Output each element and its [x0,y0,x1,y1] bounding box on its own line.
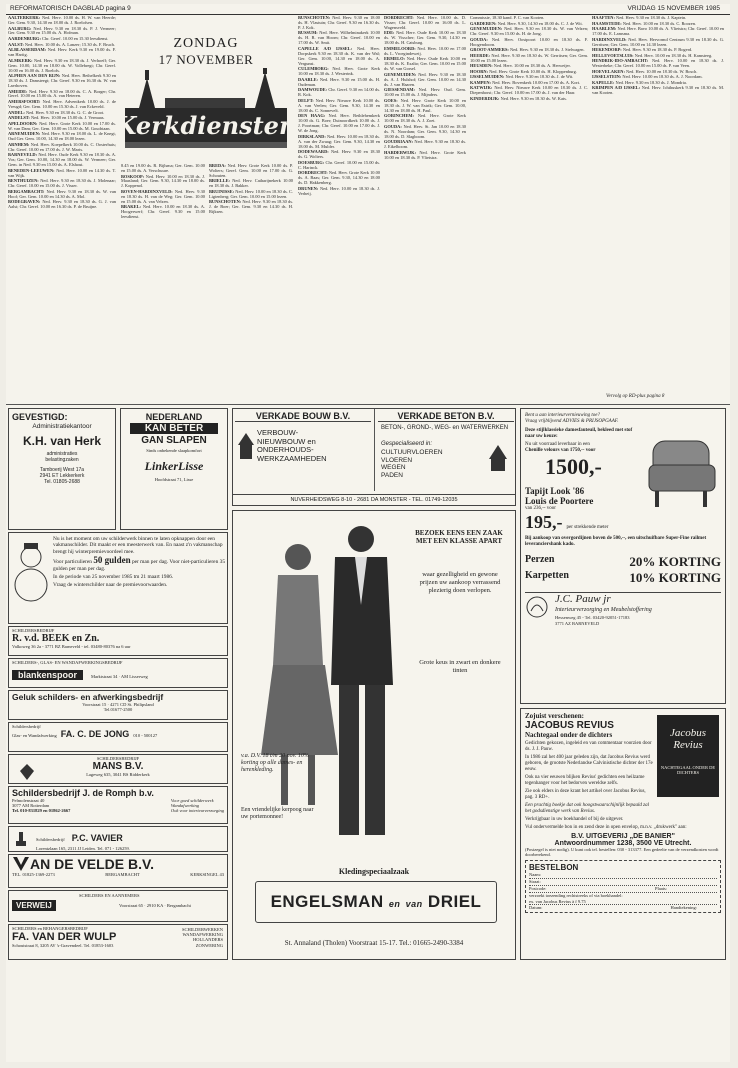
revius-order: Vul ondervermelde bon in en zend deze in open envelop, m.n.v. „drukwerk" aan: [525,825,687,830]
winter-line2b: per man per dag. Voor niet-particulieren 35 gulden per man per dag. [53,559,226,572]
listing-entry: GENEMUIDEN: Ned. Herv. 9.30 en 18.30 ds. W. van Velzen; Chr. Geref. 9.30 en 15.00 ds. H. de Jong. [470,26,588,37]
listing-column-2b [209,164,293,402]
church-banner-illustration [115,68,297,156]
section-divider [6,404,730,405]
listing-entry: AALST: Ned. Herv. 10.00 ds. A. Lanzer; 15.30 ds. F. Bruch. [8,41,115,47]
listing-entry: AMEIDE: Ned. Herv. 9.30 en 18.00 ds. C. A. Borger; Chr. Geref. 10.00 en 15.00 ds. A. van Heteren. [8,88,116,99]
ad-gevestigd-address: Tamboerij West 17a [39,467,85,473]
dejong-tel: 010 - 500127 [133,733,158,739]
revius-postage: (Postzegel is niet nodig). U kunt ook tel. bestellen: 030 - 313377. Een gedeelte van de verzendkosten wordt doorberekend. [525,847,719,858]
ad-verweij [8,890,228,922]
listing-entry: ANDEL: Ned. Herv. 9.30 en 18.30 ds. G. C. de Groot. [8,109,105,115]
header-right: VRIJDAG 15 NOVEMBER 1985 [627,5,720,12]
vavier-brush-icon [13,831,29,847]
listing-entry: HOEVELAKEN: Ned. Herv. 10.00 en 18.30 ds. W. Bosch. [592,68,698,74]
ad-linker-line2: KAN BETER [130,423,218,434]
listing-entry: EMMELOORD: Ned. Herv. 10.00 en 17.00 ds. L. Vroegindeweij. [384,45,466,56]
snowman-icon [12,541,50,607]
ad-van-de-velde [8,854,228,888]
dejong-pre: Glas- en Wandafwerking [12,733,57,739]
listing-entry: GOUDRIAAN: Ned. Herv. 9.30 en 18.30 ds. J. Eikelboom. [384,139,466,150]
listing-entry: HEKENDORP: Ned. Herv. 9.30 en 18.30 ds. P. Bogerd. [592,47,693,53]
blankenspoor-address: Marktstraat 34 · AM Lisserweg [91,674,148,680]
pauw-item-2: Tapijt Look '86 [525,486,585,496]
listing-entry: Commissie, 18.30 kand. P. C. van Kooten. [470,15,545,20]
listing-entry: HARDINXVELD: Ned. Herv. Hervormd Centrum 9.30 en 18.30 ds. G. Gerritsen; Ger. Gem. 10.00 en 14.30 lezen. [592,36,724,47]
blankenspoor-name: blankenspoor [12,670,83,680]
listing-entry: KAMPEN: Ned. Herv. Bovenkerk 10.00 en 17.00 ds. A. Kort. [470,79,581,85]
verweij-sub: SCHILDERS EN AANNEMERS [79,893,140,898]
order-form-line-1: verzoekt toezending rechtstreeks of via boekhandel: [529,893,623,899]
title-date: 17 NOVEMBER [158,52,254,67]
verkade-beton-sub: Gespecialiseerd in: [381,441,433,447]
winter-amount: 50 gulden [93,555,131,566]
revius-price: Verkrijgbaar in uw boekhandel of bij de uitgever. [525,817,624,822]
listing-column-2 [121,164,205,402]
winter-line3: In de periode van 25 november 1985 tm 21 maart 1986. [53,574,174,581]
listing-entry: DELFT: Ned. Herv. Nieuwe Kerk 10.00 ds. A. van Veelen; Ger. Gem. 9.30, 14.30 en 18.00 ds. C. Sonnevelt. [298,97,380,113]
listing-entry: ALBLASSERDAM: Ned. Herv. Kerk 9.30 en 19.00 ds. F. van Hartig. [8,47,116,58]
listing-entry: HAAMSTEDE: Ned. Herv. 10.00 en 18.30 ds. C. Roozen. [592,20,696,26]
pauw-sign-sub: Interieurverzorging en Meubelstoffering [555,607,652,613]
engelsman-logo [255,881,497,923]
listing-entry: KINDERDIJK: Ned. Herv. 9.30 en 18.30 ds. W. Kats. [470,95,567,101]
beek-name: R. v.d. BEEK en Zn. [12,633,100,645]
verkade-bouw-line: VERBOUW- [257,428,299,437]
ad-van-der-wulp [8,924,228,960]
couple-illustration [243,525,413,855]
ad-linker-brand: LinkerLisse [144,459,204,474]
newspaper-page [6,4,730,1062]
winter-text: Nu is het moment om uw schilderwerk binnen te laten opknappen door een vakmanschilder. Dit maakt er een meesterwerk van. En naast z'n vakmanschap brengt hij winterpremievoordeel mee. [53,536,223,555]
listing-entry: KATWIJK: Ned. Herv. Nieuwe Kerk 10.00 en 18.30 ds. J. C. Diepenhorst; Chr. Geref. 10.00 en 17.00 ds. J. van der Haar. [470,85,588,96]
ad-vavier [8,826,228,852]
wulp-address: Schoutstraat 8, 3205 AV 's-Gravendeel. Tel. 01853-1603 [12,943,114,949]
listing-entry: ANDELST: Ned. Herv. 10.00 en 15.00 ds. J. Vermaas. [8,115,105,121]
wulp-right-line: SCHILDERWERKEN [182,927,223,932]
listing-entry: ALMKERK: Ned. Herv. 9.30 en 18.30 ds. J. Verhoeff; Ger. Gem. 10.00, 14.30 en 18.00 ds. W. Vollebregt; Chr. Geref. 10.00 en 16.00 ds. J. Roelofs. [8,57,116,73]
listing-entry: GOES: Ned. Herv. Grote Kerk 10.00 en 18.30 ds. J. W. van Estrik; Ger. Gem. 10.00, 14.30 en 18.00 ds. H. Paul. [384,97,466,113]
pauw-address: Hessenweg 45 - Tel. 03420-92051-17183 [555,615,630,620]
geluk-title: Geluk schilders- en afwerkingsbedrijf [12,692,164,702]
listing-entry: BENEDEN-LEEUWEN: Ned. Herv. 10.00 en 14.30 ds. T. van Wijk. [8,167,116,178]
ad-linker-line3: GAN SLAPEN [141,435,207,446]
revius-book-cover [657,715,719,797]
ad-gevestigd [8,408,116,530]
listing-entry: IJSSELSTEIN: Ned. Herv. 10.00 en 18.30 ds. A. J. Noordam. [592,74,703,80]
listing-column-6 [592,16,724,394]
listing-entry: HELLEVOETSLUIS: Ned. Herv. 10.00 en 18.30 ds. H. Kamsteeg. [592,52,713,58]
order-form-name[interactable]: Naam: [529,872,717,879]
verkade-beton-line: WEGEN [381,464,406,471]
revius-cover-2: Revius [673,739,703,751]
revius-p2: In 1986 zal het 400 jaar geleden zijn, dat Jacobus Revius werd geboren, de grootste Nederlandse Calvinistische dichter der 17e eeuw. [525,755,653,772]
engelsman-brand-1: ENGELSMAN [270,892,384,911]
ad-mans [8,754,228,784]
listing-entry: DAMWOUDE: Chr. Geref. 9.30 en 14.00 ds. R. Kok. [298,87,380,98]
ad-interieur-pauw [520,408,726,704]
dejong-label: Schildersbedrijf [12,724,41,729]
listing-entry: CAPELLE A/D IJSSEL: Ned. Herv. Dorpskerk 9.30 en 18.30 ds. K. van der Wal; Ger. Gem. 10.00, 14.30 en 18.00 ds. A. Vergunst. [298,45,380,66]
pauw-city: 3771 AZ BARNEVELD [555,621,600,626]
listing-entry: BENTHUIZEN: Ned. Herv. 9.30 en 18.30 ds. J. Molenaar; Chr. Geref. 10.00 en 15.00 ds. J. Visser. [8,178,116,188]
listing-entry: APELDOORN: Ned. Herv. Grote Kerk 10.00 en 17.00 ds. W. van Dam; Ger. Gem. 10.00 en 15.00 ds. M. Goudriaan. [8,120,116,131]
listing-entry: GORINCHEM: Ned. Herv. Grote Kerk 10.00 en 18.30 ds. A. J. Zoet. [384,113,466,124]
vandevelde-tel: TEL. 01825-1369-2273 [12,872,55,877]
listing-entry: 8.45 en 19.00 ds. R. Bijlsma; Ger. Gem. 10.00 en 15.00 ds. A. Verschuure. [121,163,205,173]
engelsman-body-1: waar gezelligheid en gewone prijzen uw aankoop verrassend plezierig doen verlopen. [419,571,501,594]
listing-entry: BOVEN-HARDINXVELD: Ned. Herv. 9.30 en 18.30 ds. H. van de Weg; Ger. Gem. 10.00 en 15.00 ds. A. van Velzen. [121,188,205,204]
listing-entry: BRAKEL: Ned. Herv. 10.00 en 18.30 ds. A. Hoogerwerf; Chr. Geref. 9.30 en 15.00 leesdienst. [121,204,205,220]
listing-entry: BRIELLE: Ned. Herv. Catharijnekerk 10.00 en 18.30 ds. J. Bakker. [209,178,293,189]
order-form-signature[interactable]: Handtekening: [670,904,697,910]
listing-entry: KRIMPEN A/D IJSSEL: Ned. Herv. Ichthuskerk 9.30 en 18.30 ds. M. van Kooten. [592,85,724,96]
ad-linker-lisse [120,408,228,530]
romph-right-line: Ook voor interieurverzorging [170,808,224,814]
engelsman-offer: v.a. D.V. 18 t/m 20 nov. 10% korting op alle dames- en herenkleding. [241,753,309,773]
beek-address: Valkoweg 36 2a - 3771 BZ Barneveld - tel. 03480-80376 na 6 uur [12,644,131,650]
engelsman-brand-4: DRIEL [427,892,482,911]
pauw-disc2: 10% KORTING [629,570,721,585]
listing-entry: GOUDA: Ned. Herv. St. Jan 10.00 en 18.30 ds. N. Noordam; Ger. Gem. 9.30, 14.30 en 18.00 ds. D. Slagboom. [384,123,466,139]
listing-entry: BODEGRAVEN: Ned. Herv. 9.30 en 18.30 ds. G. J. van Aalst; Chr. Geref. 10.00 en 16.30 ds. P. de Bruijne. [8,199,116,209]
listing-entry: DODEWAARD: Ned. Herv. 9.30 en 18.30 ds. G. Wolters. [298,149,380,160]
verweij-address: Voorstraat 65 · 2910 KA · Bergambacht [119,903,191,908]
verweij-name: VERWEIJ [12,900,56,911]
romph-title: Schildersbedrijf J. de Romph b.v. [12,788,154,798]
blankenspoor-label: SCHILDERS-, GLAS- EN WANDAFWERKINGSBEDRIJF [12,660,123,665]
romph-left-line: 3077 AM Rotterdam [12,803,50,809]
pauw-disc1-label: Perzen [525,554,555,565]
revius-p4: Zie ook elders in deze krant het artikel over Jacobus Revius, pag. 3 RD+. [525,789,646,800]
geluk-tel: Tel.01677-2500 [103,707,133,713]
ad-gevestigd-sub: Administratiekantoor [32,423,92,430]
dejong-name: FA. C. DE JONG [60,729,130,740]
listing-entry: BOSKOOP: Ned. Herv. 10.00 en 18.30 ds. J. Maasland; Ger. Gem. 9.30, 14.30 en 18.00 ds. J. Koppenol. [121,173,205,189]
listing-entry: BARNEVELD: Ned. Herv. Oude Kerk 9.30 en 18.30 ds. A. Vos; Ger. Gem. 10.00, 14.30 en 18.00 ds. W. Vermeer; Ger. Gem. in Ned. 9.30 en 15.00 ds. A. Elshout. [8,152,116,167]
ad-geluk [8,690,228,720]
revius-p5: Een prachtig boekje dat ook hoogstwaarschijnlijk bepaald zal het godsdienstige werk van Revius. [525,803,650,814]
winter-line2a: Voor particulieren [53,559,92,566]
listing-entry: DAARLE: Ned. Herv. 9.30 en 15.00 ds. H. Oudeman. [298,76,380,87]
order-form-title: BESTELBON [529,863,579,873]
banner-title: Kerkdiensten [115,111,297,140]
ad-linker-foot: Hoofdstraat 71, Lisse [154,477,194,483]
ad-linker-sub: Sinds onbekende slaapkomfort [146,448,202,453]
engelsman-brand-3: van [405,899,423,909]
vandevelde-city: BERGAMBACHT [105,872,140,877]
van-de-velde-v-icon [12,856,30,872]
order-form-date[interactable]: Datum: [529,904,543,910]
wulp-right-line: WANDAFWERKING [182,932,223,938]
verkade-bouw-line: NIEUWBOUW en [257,436,316,446]
engelsman-headline: BEZOEK EENS EEN ZAAK MET EEN KLASSE APART [415,529,503,545]
listing-entry: AALTERKERK: Ned. Herv. 10.00 ds. H. W. van Heerde; Ger. Gem. 9.30, 14.30 en 18.00 ds. J. Roelofsen. [8,15,116,25]
engelsman-shop: Kledingspeciaalzaak [338,867,410,876]
ad-gevestigd-name: K.H. van Herk [22,434,102,448]
verkade-address: NUVERHEIDSWEG 8-10 - 2681 DA MONSTER - TEL. 01749-12035 [233,494,515,503]
revius-intro: Zojuist verschenen: [525,712,584,720]
wulp-right-line: HOLLANDERS [193,937,223,943]
mans-address: Lageweg 635, 3041 BS Ridderkerk [86,772,150,778]
revius-cover-3: NACHTEGAAL ONDER DE DICHTERS [660,765,716,775]
listing-entry: DORDRECHT: Ned. Herv. 10.00 ds. D. Visser; Chr. Geref. 10.00 en 16.00 ds. L. Wagensveld. [384,15,466,30]
order-form-place[interactable]: Plaats: [655,886,667,892]
revius-sub: Nachtegaal onder de dichters [525,731,613,739]
verkade-bouw-line: ONDERHOUDS- [257,445,314,454]
ad-gevestigd-line: administraties [46,451,78,457]
listing-entry: BUNSCHOTEN: Ned. Herv. 9.30 en 18.30 ds. J. de Boer; Ger. Gem. 9.30 en 14.30 ds. H. Rijksen. [209,199,293,215]
geluk-address: Voorstraat 15 · 4271 CD St. Philipsland [82,702,154,707]
listing-entry: GENEMUIDEN: Ned. Herv. 9.30 en 18.30 ds. A. J. Hulshof; Ger. Gem. 10.00 en 14.30 ds. J. van Haaren. [384,71,466,87]
vandevelde-street: KERKSINGEL 43 [190,872,224,877]
ad-gevestigd-line: belastingzaken [45,457,79,463]
verkade-bouw-title: VERKADE BOUW B.V. [235,411,371,422]
ad-blankenspoor [8,658,228,688]
ad-gevestigd-title: GEVESTIGD: [12,412,68,422]
vavier-name: P.C. VAVIER [71,833,123,843]
pauw-logo-icon [525,595,549,619]
ad-vd-beek [8,626,228,656]
listing-entry: EDE: Ned. Herv. Oude Kerk 10.00 en 18.30 ds. W. Visscher; Ger. Gem. 9.30, 14.30 en 18.00 ds. H. Catsburg. [384,30,466,46]
verkade-bouw-line: WERKZAAMHEDEN [257,453,327,463]
pauw-h2: Nu uit voorraad leverbaar in een [525,442,590,447]
revius-title: JACOBUS REVIUS [525,720,614,731]
pauw-item-2b: Louis de Poortere [525,496,594,506]
ad-engelsman-van-driel [232,510,516,960]
engelsman-address: St. Annaland (Tholen) Voorstraat 15-17. Tel.: 01665-2490-3384 [284,939,464,947]
listing-entry: DRUNEN: Ned. Herv. 10.00 en 18.30 ds. J. Verheij. [298,185,380,196]
revius-p3: Ook na vier eeuwen blijken Revius' gedichten een heilzame tegenhanger voor het bedorven wereldse zelfs. [525,775,645,786]
verkade-beton-line: PADEN [381,471,403,479]
romph-right-line: Voor goed schilderwerk [170,798,214,803]
verkade-bouw-logo-icon [237,431,255,461]
pauw-price-2: 195,- [525,512,563,532]
listing-entry: HEERDE: Ned. Herv. 9.30 en 18.30 ds. W. Gerritsen; Ger. Gem. 10.00 en 15.00 lezen. [470,52,588,63]
pauw-item-2c: van 236,-- voor [525,506,556,511]
listing-entry: ALPHEN AAN DEN RIJN: Ned. Herv. Bethelkerk 9.30 en 18.30 ds. J. Damsteegt; Chr. Geref. 9.30 en 16.30 ds. W. van Laerhoven. [8,73,116,88]
pauw-h3: Chenille velours van 1750,-- voor [525,448,596,453]
listing-entry: IJSSELMUIDEN: Ned. Herv. 9.30 en 18.30 ds. J. de Wit. [470,74,574,80]
wulp-name: FA. VAN DER WULP [12,931,117,944]
listing-entry: AMERSFOORT: Ned. Herv. Adventkerk 10.00 ds. J. de Vreugd; Ger. Gem. 10.00 en 15.30 ds. J. van Eckeveld. [8,99,116,109]
listing-column-4 [384,16,466,402]
winter-line4: Vraag de winterschilder naar de premievoorwaarden. [53,582,168,589]
romph-right-line: Wandafwerking [170,803,200,809]
order-form-street[interactable]: Straat: [529,879,717,886]
verkade-divider [374,409,375,491]
ad-gevestigd-tel: Tel. 01805-2688 [44,479,80,485]
ad-de-jong [8,722,228,752]
listing-entry: BUNSCHOTEN: Ned. Herv. 9.30 en 18.00 ds. H. Vlastuin; Chr. Geref. 9.30 en 16.30 ds. P. J. Kok. [298,15,380,30]
pauw-disc1: 20% KORTING [629,554,721,569]
header-left: REFORMATORISCH DAGBLAD pagina 9 [10,5,131,12]
mans-logo-icon [19,763,35,781]
listing-entry: BREDA: Ned. Herv. Grote Kerk 10.00 ds. P. Wolters; Geref. Gem. 10.00 en 17.00 ds. G. Schouten. [209,163,293,178]
revius-publisher-address: Antwoordnummer 1238, 3500 VE Utrecht. [554,840,692,847]
listing-column-3 [298,16,380,402]
listing-entry: CULEMBORG: Ned. Herv. Grote Kerk 10.00 en 18.30 ds. J. Westerink. [298,66,380,77]
engelsman-gift: Een vriendelijke kerpoog naar uw portemonnee! [241,807,314,820]
listing-entry: DOESBURG: Chr. Geref. 10.00 en 15.00 ds. C. Harinck. [298,159,380,170]
listing-entry: DIRKSLAND: Ned. Herv. 10.00 en 18.30 ds. A. van der Zwaag; Ger. Gem. 9.30, 14.30 en 18.00 ds. M. Mulder. [298,133,380,149]
listing-entry: BRUINISSE: Ned. Herv. 10.00 en 18.30 ds. C. Ligtenberg; Ger. Gem. 10.00 en 15.00 lezen. [209,188,293,199]
listing-entry: KAPELLE: Ned. Herv. 9.30 en 18.30 ds. J. Mondria. [592,79,687,85]
listing-entry: BERGAMBACHT: Ned. Herv. 9.30 en 18.30 ds. W. van Hoof; Ger. Gem. 10.00 en 14.30 ds. A. Mol. [8,188,116,199]
listing-entry: GARDEREN: Ned. Herv. 9.30, 14.30 en 18.00 ds. C. J. de Wit. [470,20,583,26]
wulp-label: SCHILDERS en BEHANGERSBEDRIJF [12,926,88,931]
listing-entry: HAARLEM: Ned. Herv. Bavo 10.00 ds. A. Vlietstra; Chr. Geref. 10.00 en 17.00 ds. E. Lamsma. [592,26,724,37]
revius-publisher: B.V. UITGEVERIJ „DE BANIER" [571,833,675,840]
pauw-question-2: Vraag vrijblijvend ADVIES & PRIJSOPGAAF. [525,419,619,424]
pauw-sign: J.C. Pauw jr [555,593,611,605]
listing-entry: GIESSENDAM: Ned. Herv. Oud. Gem. 10.00 en 15.00 ds. J. Mijnders. [384,87,466,98]
vavier-address: Lorentzlaan 165, 2311 JJ Leiden. Tel. 071 - 126259. [36,846,130,851]
ad-de-romph [8,786,228,824]
pauw-promo: Bij aankoop van overgordijnen boven de 500,--, een uitschuifbare Super-Fine railmet leveranciershank kado. [525,536,707,547]
order-form [525,860,721,913]
pauw-disc2-label: Karpetten [525,570,569,581]
armchair-illustration [645,435,719,511]
listing-column-5 [470,16,588,402]
listing-entry: BUSSUM: Ned. Herv. Wilhelminakerk 10.00 ds. H. R. van Hoorn; Chr. Geref. 10.00 en 17.00 ds. W. Smit. [298,30,380,46]
listing-entry: HENDRIK-IDO-AMBACHT: Ned. Herv. 10.00 en 18.30 ds. J. Westerbeke; Chr. Geref. 10.00 en 15.00 ds. P. van Veen. [592,58,724,69]
continued-note: Vervolg op RD-plus pagina 8 [606,394,665,399]
vandevelde-name: AN DE VELDE B.V. [30,856,154,872]
vavier-label: Schildersbedrijf [36,837,65,842]
listing-entry: GOUDA: Ned. Herv. Oostpoort 10.00 en 18.30 ds. F. Hoogendoorn. [470,36,588,47]
ad-gevestigd-city: 2941 ET Lekkerkerk [39,473,85,479]
listing-entry: AALBURG: Ned. Herv. 9.30 en 18.30 ds. P. J. Vermeer; Ger. Gem. 9.30 en 15.00 ds. A. Hofman. [8,25,116,36]
page-header [6,4,730,15]
order-form-line-2[interactable]: ex. van Jacobus Revius à f 9.75 [529,899,717,905]
revius-p1: Gedichten gekozen, ingeleid en van commentaar voorzien door ds. J. J. Pauw. [525,741,652,752]
pauw-question-1: Bent u aan interieurvernieuwing toe? [525,413,600,418]
listing-entry: GROOT-AMMERS: Ned. Herv. 9.30 en 18.30 ds. J. Stelwagen. [470,47,585,53]
listing-entry: HAAFTEN: Ned. Herv. 9.30 en 18.30 ds. J. Kaptein. [592,15,687,20]
order-form-postcode[interactable]: Postcode: [529,886,547,892]
verkade-beton-head: BETON-, GROND-, WEG- en WATERWERKEN [381,425,509,431]
ad-jacobus-revius [520,708,726,960]
ad-linker-line1: NEDERLAND [145,412,203,422]
romph-left-line: Pelmolenstraat 40 [12,798,45,803]
ad-winterschilder [8,532,228,624]
listing-entry: ERMELO: Ned. Herv. Oude Kerk 10.00 en 18.30 ds. K. Exalto; Ger. Gem. 10.00 en 15.00 ds. W. van Gorsel. [384,56,466,72]
verkade-beton-line: VLOEREN [381,456,413,464]
listing-entry: AARDENBURG: Chr. Geref. 10.00 en 15.30 leesdienst. [8,36,109,41]
wulp-right-line: ZONWERING [195,942,223,948]
pauw-h1: Deze stijlklassieke damesfauteuil, bekleed met stof naar uw keuze: [525,428,633,439]
verkade-beton-line: CULTUURVLOEREN [381,449,443,456]
mans-name: MANS B.V. [92,761,144,773]
listing-column-1 [8,16,116,402]
listing-entry: ARNHEM: Ned. Herv. Koepelkerk 10.00 ds. C. Oosterhuis; Chr. Geref. 10.00 en 17.00 ds. J. W. Maris. [8,141,116,152]
mans-label: SCHILDERSBEDRIJF [96,756,140,761]
kerkdiensten-title-block [115,18,297,160]
pauw-note: per strekkende meter [566,525,609,530]
verkade-beton-logo-icon [487,443,509,473]
engelsman-brand-2: en [388,899,401,909]
pauw-price-1: 1500,- [545,454,602,479]
romph-left-line: Tel. 010-831829 en 01862-2667 [12,808,71,814]
listing-entry: HARDERWIJK: Ned. Herv. Grote Kerk 10.00 en 18.30 ds. P. Vlietstra. [384,149,466,160]
listing-entry: DEN HAAG: Ned. Herv. Bethlehemkerk 10.00 ds. G. Boer; Duinoordkerk 10.00 ds. J. J. Poortman; Chr. Geref. 10.00 en 17.00 ds. J. W. de Jong. [298,113,380,134]
listing-entry: HEUSDEN: Ned. Herv. 10.00 en 18.30 ds. A. Herweijer. [470,63,571,69]
engelsman-body-2: Grote keus in zwart en donkere tinten [419,659,501,674]
verkade-beton-title: VERKADE BETON B.V. [378,411,514,422]
title-day: ZONDAG [173,36,239,51]
beek-label: SCHILDERSBEDRIJF [12,628,55,633]
revius-cover-1: Jacobus [669,727,707,739]
listing-entry: HOORN: Ned. Herv. Grote Kerk 10.00 ds. H. Kloppenburg. [470,68,577,74]
listing-entry: DORDRECHT: Ned. Herv. Grote Kerk 10.00 ds. A. Baas; Ger. Gem. 9.30, 14.30 en 18.00 ds. D. Hakkenberg. [298,170,380,186]
ad-verkade [232,408,516,506]
listing-entry: ARNEMUIDEN: Ned. Herv. 9.30 en 18.00 ds. L. de Knegt; Oud Ger. Gem. 10.00, 14.30 en 18.00 lezen. [8,131,116,142]
